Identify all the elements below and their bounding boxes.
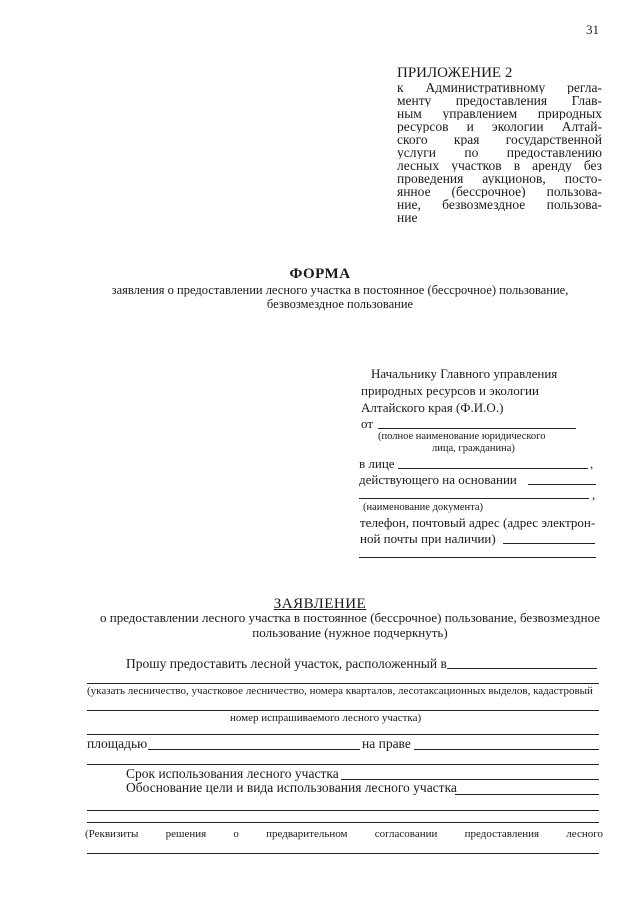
comma: , — [592, 487, 596, 502]
location-field[interactable] — [447, 668, 597, 669]
comma: , — [590, 456, 594, 471]
purpose-field[interactable] — [455, 794, 599, 795]
requisites-word: решения — [165, 828, 207, 840]
basis-label: действующего на основании — [359, 472, 517, 487]
purpose-field-line[interactable] — [87, 822, 599, 823]
phone-label-line-1: телефон, почтовый адрес (адрес электрон- — [360, 515, 596, 530]
page-number: 31 — [586, 22, 599, 37]
location-hint: (указать лесничество, участковое лесничество, номера кварталов, лесотаксационных выделов, кадастровый — [87, 685, 593, 697]
from-hint: (полное наименование юридического — [378, 431, 546, 442]
phone-field-extra[interactable] — [359, 557, 596, 558]
in-person-label: в лице — [359, 456, 395, 471]
location-field-line[interactable] — [87, 734, 599, 735]
requisites-field-line[interactable] — [87, 853, 599, 854]
appendix-line: ным управлением природных — [397, 107, 602, 120]
location-field-line[interactable] — [87, 683, 599, 684]
addressee-line-1: Начальнику Главного управления — [371, 366, 558, 381]
appendix-block — [397, 66, 602, 224]
area-label: площадью — [87, 736, 148, 751]
appendix-line: ресурсов и экологии Алтай- — [397, 120, 602, 133]
basis-field[interactable] — [528, 484, 596, 485]
request-label: Прошу предоставить лесной участок, расположенный в — [126, 656, 447, 671]
appendix-line: ние, безвозмездное пользова- — [397, 198, 602, 211]
appendix-line: янное (бессрочное) пользова- — [397, 185, 602, 198]
requisites-line — [85, 828, 603, 840]
application-title: ЗАЯВЛЕНИЕ — [273, 596, 367, 612]
requisites-word: предоставления — [464, 828, 540, 840]
application-subtitle: о предоставлении лесного участка в постоянное (бессрочное) пользование, безвозмездное пользование (нужное подчеркнуть) — [99, 610, 601, 640]
addressee-line-2: природных ресурсов и экологии — [361, 383, 539, 398]
purpose-label: Обоснование цели и вида использования лесного участка — [126, 780, 457, 795]
from-label: от — [361, 416, 374, 431]
appendix-line: лесных участков в аренду без — [397, 159, 602, 172]
appendix-line: проведения аукционов, посто- — [397, 172, 602, 185]
appendix-line: ского края государственной — [397, 133, 602, 146]
area-field[interactable] — [148, 749, 360, 750]
document-field[interactable] — [359, 498, 589, 499]
appendix-line: менту предоставления Глав- — [397, 94, 602, 107]
in-person-field[interactable] — [398, 468, 588, 469]
extra-field-line[interactable] — [87, 764, 599, 765]
appendix-line: к Административному регла- — [397, 81, 602, 94]
from-hint: лица, гражданина) — [432, 443, 515, 454]
phone-label-line-2: ной почты при наличии) — [360, 531, 496, 546]
location-hint: номер испрашиваемого лесного участка) — [230, 712, 422, 724]
requisites-word: лесного — [566, 828, 603, 840]
right-label: на праве — [362, 736, 411, 751]
requisites-word: предварительном — [266, 828, 348, 840]
form-subtitle: заявления о предоставлении лесного участка в постоянное (бессрочное) пользование, безвозмездное пользование — [111, 283, 569, 311]
purpose-field-line[interactable] — [87, 810, 599, 811]
appendix-line: ние — [397, 211, 418, 224]
term-label: Срок использования лесного участка — [126, 766, 339, 781]
document-hint: (наименование документа) — [363, 502, 484, 513]
location-field-line[interactable] — [87, 710, 599, 711]
form-title: ФОРМА — [289, 266, 351, 282]
from-field[interactable] — [378, 428, 576, 429]
appendix-heading: ПРИЛОЖЕНИЕ 2 — [397, 65, 513, 81]
requisites-word: о — [233, 828, 239, 840]
right-field[interactable] — [414, 749, 599, 750]
phone-field[interactable] — [503, 543, 595, 544]
requisites-word: (Реквизиты — [85, 828, 139, 840]
requisites-word: согласовании — [374, 828, 438, 840]
appendix-line: услуги по предоставлению — [397, 146, 602, 159]
addressee-line-3: Алтайского края (Ф.И.О.) — [361, 400, 504, 415]
